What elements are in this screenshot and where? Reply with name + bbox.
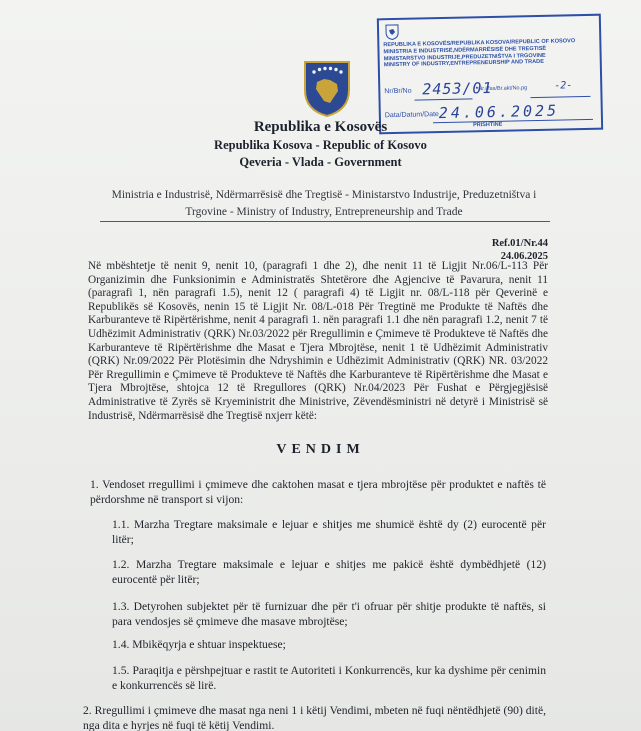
stamp-file-label: Nr.i fas/Br.akt/No.pg bbox=[478, 85, 528, 93]
ministry-name-line: Ministria e Industrisë, Ndërmarrësisë dhe Tregtisë - Ministarstvo Industrije, Preduzetništva i bbox=[111, 189, 537, 201]
stamp-file-value: -2- bbox=[554, 80, 573, 92]
stamp-header-line: REPUBLIKA E KOSOVËS/REPUBLIKA KOSOVA/REPUBLIC OF KOSOVO bbox=[383, 38, 576, 49]
government-title: Qeveria - Vlada - Government bbox=[239, 155, 402, 169]
decision-subpoint-1-4: 1.4. Mbikëqyrja e shtuar inspektuese; bbox=[112, 638, 286, 651]
kosovo-coat-of-arms-icon bbox=[302, 60, 352, 118]
decision-subpoint-1-1: 1.1. Marzha Tregtare maksimale e lejuar e shitjes me shumicë është dy (2) eurocentë për litër; bbox=[112, 518, 546, 546]
republic-subtitle: Republika Kosova - Republic of Kosovo bbox=[214, 138, 427, 152]
stamp-date-row bbox=[384, 101, 597, 123]
stamp-number-row bbox=[384, 78, 596, 99]
legal-preamble: Në mbështetje të nenit 9, nenit 10, (paragrafi 1 dhe 2), dhe nenit 11 të Ligjit Nr.06/L-113 Për Organizimin dhe Funksionimin e Administratës Shtetërore dhe Agjencive të Pavarura, nenit 11 (paragrafi 1, nën paragrafi 1.5), nenit 12 ( paragrafi 4) të Ligjit nr. 08/L-118 për Qeverinë e Republikës së Kosovës, nenin 15 të Ligjit Nr. 08/L-018 Për Tregtinë me Produkte të Naftës dhe Karburanteve të Ripërtërishme, nenit 4 paragrafi 1. nën paragrafi 1.1 dhe nën paragrafi 1.2, nenit 7 të Udhëzimit Administrativ (QRK) Nr.03/2022 për Rregullimin e Çmimeve të Produkteve të Naftës dhe Karburanteve të Ripërtërishme dhe Masat e Tjera Mbrojtëse, nenit 1 të Udhëzimit Administrativ (QRK) Nr.09/2022 Për Plotësimin dhe Ndryshimin e Udhëzimit Administrativ (QRK) NR. 03/2022 Për Rregullimin e Çmimeve të Produkteve të Naftës dhe Karburanteve të Ripërtërishme dhe Masat e Tjera Mbrojtëse, shtojca 12 të Rregullores (QRK) Nr.04/2023 Për Fushat e Përgjegjësisë Administrative të Zyrës së Kryeministrit dhe Ministrive, Zëvendësministri në detyrë i Ministrisë së Industrisë, Ndërmarrësisë dhe Tregtisë nxjerr këtë: bbox=[88, 260, 548, 422]
stamp-header bbox=[383, 38, 596, 70]
stamp-city: PRISHTINË bbox=[473, 121, 503, 129]
reference-number: Ref.01/Nr.44 bbox=[491, 238, 548, 249]
decision-subpoint-1-5: 1.5. Paraqitja e përshpejtuar e rastit te Autoriteti i Konkurrencës, kur ka dyshime për cenimin e konkurrencës së lirë. bbox=[112, 664, 546, 692]
stamp-header-line: MINISTRIA E INDUSTRISË,NDËRMARRËSISË DHE TREGTISË bbox=[383, 45, 547, 56]
decision-subpoint-1-3: 1.3. Detyrohen subjektet për të furnizuar dhe për t'i ofruar për shitje produkte të naftës, si para vendosjes së çmimeve dhe masave mbrojtëse; bbox=[112, 600, 546, 628]
decision-point-2: 2. Rregullimi i çmimeve dhe masat nga neni 1 i këtij Vendimi, mbeten në fuqi nëntëdhjetë (90) ditë, nga dita e hyrjes në fuqi të këtij Vendimi. bbox=[83, 704, 546, 731]
ministry-name-line: Trgovine - Ministry of Industry, Entrepreneurship and Trade bbox=[185, 206, 463, 218]
decision-point-1: 1. Vendoset rregullimi i çmimeve dhe caktohen masat e tjera mbrojtëse për produktet e naftës të përdorshme në transport si vijon: bbox=[90, 478, 546, 506]
stamp-number-value: 2453/01 bbox=[422, 78, 493, 99]
stamp-number-label: Nr/Br/No bbox=[384, 87, 412, 96]
stamp-date-label: Data/Datum/Date bbox=[384, 111, 440, 120]
registry-stamp bbox=[377, 14, 603, 135]
coat-of-arms-icon bbox=[385, 24, 399, 40]
stamp-underline bbox=[415, 98, 473, 100]
ministry-name bbox=[98, 187, 550, 221]
header-divider bbox=[100, 221, 550, 222]
reference-date: 24.06.2025 bbox=[500, 251, 548, 262]
stamp-date-value: 24.06.2025 bbox=[438, 101, 560, 123]
republic-title: Republika e Kosovës bbox=[253, 119, 388, 135]
decision-subpoint-1-2: 1.2. Marzha Tregtare maksimale e lejuar e shitjes me pakicë është dymbëdhjetë (12) eurocentë për litër; bbox=[112, 558, 546, 586]
stamp-underline bbox=[530, 96, 590, 98]
stamp-header-line: MINISTRY OF INDUSTRY,ENTREPRENEURSHIP AND TRADE bbox=[383, 59, 545, 69]
stamp-header-line: MINISTARSTVO INDUSTRIJE,PREDUZETNIŠTVA I TRGOVINE bbox=[383, 52, 546, 62]
decision-title: VENDIM bbox=[276, 442, 365, 457]
